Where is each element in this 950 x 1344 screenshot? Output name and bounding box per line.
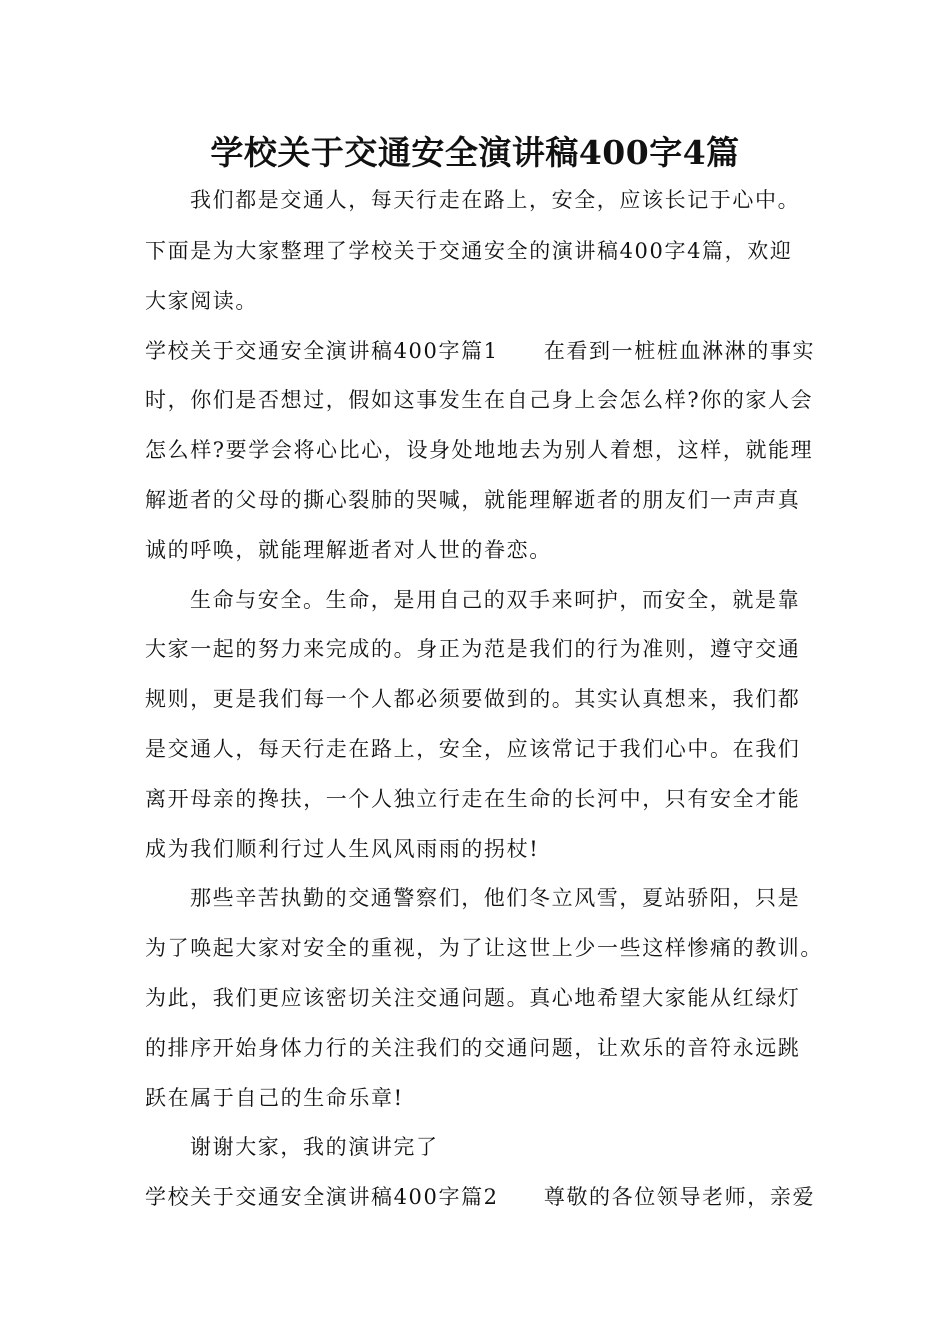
- paragraph-line: 时，你们是否想过，假如这事发生在自己身上会怎么样?你的家人会: [145, 388, 814, 412]
- paragraph-line: 怎么样?要学会将心比心，设身处地地去为别人着想，这样，就能理: [145, 438, 814, 462]
- section-heading-line: 学校关于交通安全演讲稿400字篇1 在看到一桩桩血淋淋的事实: [145, 339, 816, 363]
- paragraph-line: 离开母亲的搀扶，一个人独立行走在生命的长河中，只有安全才能: [145, 787, 801, 811]
- paragraph-line: 谢谢大家，我的演讲完了: [190, 1135, 439, 1159]
- section-heading-line: 学校关于交通安全演讲稿400字篇2 尊敬的各位领导老师，亲爱: [145, 1185, 816, 1209]
- paragraph-line: 我们都是交通人，每天行走在路上，安全，应该长记于心中。: [190, 188, 801, 212]
- paragraph-line: 是交通人，每天行走在路上，安全，应该常记于我们心中。在我们: [145, 737, 801, 761]
- paragraph-line: 为此，我们更应该密切关注交通问题。真心地希望大家能从红绿灯: [145, 986, 801, 1010]
- paragraph-line: 下面是为大家整理了学校关于交通安全的演讲稿400字4篇，欢迎: [145, 239, 793, 263]
- paragraph-line: 跃在属于自己的生命乐章!: [145, 1086, 404, 1110]
- paragraph-line: 的排序开始身体力行的关注我们的交通问题，让欢乐的音符永远跳: [145, 1036, 801, 1060]
- paragraph-line: 诚的呼唤，就能理解逝者对人世的眷恋。: [145, 538, 552, 562]
- paragraph-line: 大家一起的努力来完成的。身正为范是我们的行为准则，遵守交通: [145, 637, 801, 661]
- paragraph-line: 成为我们顺利行过人生风风雨雨的拐杖!: [145, 837, 540, 861]
- paragraph-line: 生命与安全。生命，是用自己的双手来呵护，而安全，就是靠: [190, 588, 801, 612]
- paragraph-line: 解逝者的父母的撕心裂肺的哭喊，就能理解逝者的朋友们一声声真: [145, 488, 801, 512]
- document-title: 学校关于交通安全演讲稿400字4篇: [210, 133, 740, 172]
- paragraph-line: 大家阅读。: [145, 289, 258, 313]
- paragraph-line: 规则，更是我们每一个人都必须要做到的。其实认真想来，我们都: [145, 687, 801, 711]
- paragraph-line: 那些辛苦执勤的交通警察们，他们冬立风雪，夏站骄阳，只是: [190, 886, 801, 910]
- paragraph-line: 为了唤起大家对安全的重视，为了让这世上少一些这样惨痛的教训。: [145, 936, 823, 960]
